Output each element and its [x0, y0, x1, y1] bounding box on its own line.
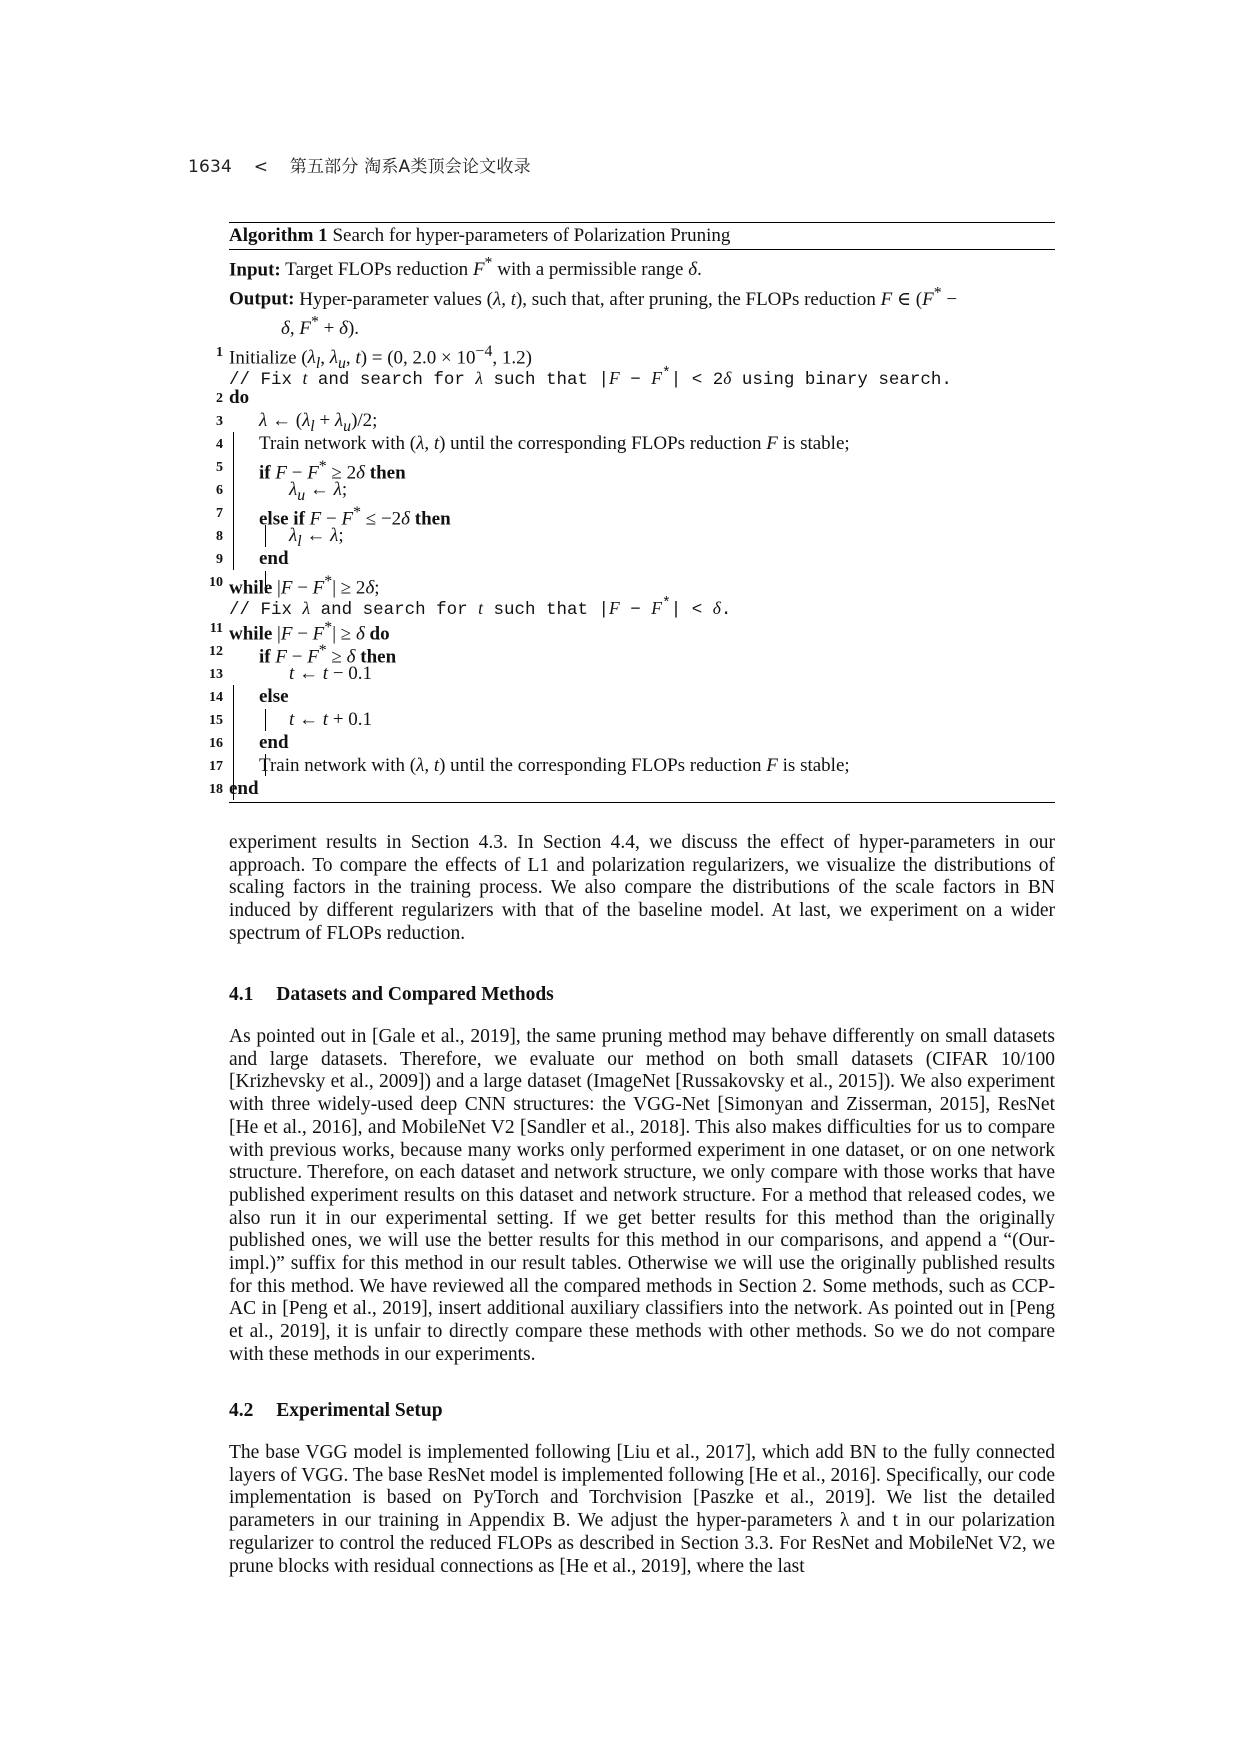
algorithm-label: Algorithm 1	[229, 225, 328, 246]
algo-line-16: 16 end	[209, 731, 289, 753]
paragraph-4-2: The base VGG model is implemented following [Liu et al., 2017], which add BN to the fully connected layers of VGG. The base ResNet model is implemented following [He et al., 2016]. Specifically, our code implementation is based on PyTorch and Torchvision [Paszke et al., 2019]. We list the detailed parameters in our training in Appendix B. We adjust the hyper-parameters λ and t in our polarization regularizer to control the reduced FLOPs as described in Section 3.3. For ResNet and MobileNet V2, we prune blocks with residual connections as [He et al., 2019], where the last	[229, 1442, 1056, 1577]
output-text: Hyper-parameter values (λ, t), such that, after pruning, the FLOPs reduction F ∈ (F* −	[299, 284, 958, 310]
running-header	[188, 152, 531, 177]
input-text: Target FLOPs reduction F* with a permissible range δ.	[285, 255, 702, 281]
section-number: 4.1	[229, 984, 254, 1005]
bottom-rule	[229, 802, 1055, 803]
algo-line-4: 4 Train network with (λ, t) until the corresponding FLOPs reduction F is stable;	[216, 432, 850, 454]
algorithm-box	[209, 222, 1055, 803]
chevron-left-icon: <	[253, 157, 269, 177]
caption-rule	[229, 249, 1055, 250]
output-label: Output:	[229, 288, 295, 310]
algorithm-body	[209, 340, 1055, 800]
page-number: 1634	[188, 157, 233, 177]
algo-line-13: 13 t ← t − 0.1	[209, 662, 373, 684]
algo-line-10: 10 while |F − F*| ≥ 2δ;	[209, 572, 380, 599]
intro-paragraph: experiment results in Section 4.3. In Section 4.4, we discuss the effect of hyper-parameters in our approach. To compare the effects of L1 and polarization regularizers, we visualize the distributions of scaling factors in the training process. We also compare the distributions of the scale factors in BN induced by different regularizers with that of the baseline model. At last, we experiment on a wider spectrum of FLOPs reduction.	[229, 832, 1055, 944]
algo-line-1: 1 Initialize ($\lambda_l$, $\lambda_u$, t) = (0, $2.0 \times 10^{-4}$, 1.2)	[216, 342, 532, 373]
algo-line-6: 6 $\lambda_u$ ← λ;	[216, 478, 348, 504]
paragraph-4-1: As pointed out in [Gale et al., 2019], the same pruning method may behave differently on small datasets and large datasets. Therefore, we evaluate our method on both small datasets (CIFAR 10/100 [Krizhevsky et al., 2009]) and a large dataset (ImageNet [Russakovsky et al., 2015]). We also experiment with three widely-used deep CNN structures: the VGG-Net [Simonyan and Zisserman, 2015], ResNet [He et al., 2016], and MobileNet V2 [Sandler et al., 2018]. This also makes difficulties for us to compare with previous works, because many works only performed experiment in one dataset, or on one network structure. Therefore, on each dataset and network structure, we only compare with those works that have published experiment results on this dataset and network structure. For a method that released codes, we also run it in our experimental setting. If we get better results for this method than the originally published ones, we will use the better results for this method in our comparisons, and append a “(Our-impl.)” suffix for this method in our result tables. Otherwise we will use the originally published results for this method. We have reviewed all the compared methods in Section 2. Some methods, such as CCP-AC in [Peng et al., 2019], insert additional auxiliary classifiers into the network. As pointed out in [Peng et al., 2019], it is unfair to directly compare these methods with other methods. So we do not compare with these methods in our experiments.	[229, 1026, 1055, 1365]
section-heading-4-1	[229, 984, 554, 1006]
algo-line-12: 12 if F − F* ≥ δ then	[209, 641, 397, 668]
algo-line-18: 18 end	[209, 777, 259, 799]
algo-comment-2: // Fix λ and search for t such that |F − F*| < δ.	[229, 595, 732, 620]
section-number: 4.2	[229, 1400, 254, 1421]
algo-line-9: 9 end	[216, 547, 289, 569]
algo-line-2: 2 do	[216, 386, 250, 408]
algorithm-caption: Search for hyper-parameters of Polarization Pruning	[332, 225, 731, 246]
section-title: Experimental Setup	[276, 1400, 443, 1421]
output-continuation: δ, F* + δ).	[281, 313, 360, 339]
algo-line-15: 15 t ← t + 0.1	[209, 708, 373, 730]
header-title: 第五部分 淘系A类顶会论文收录	[289, 157, 531, 177]
algorithm-title	[229, 223, 1055, 249]
algorithm-output	[229, 281, 1055, 310]
algo-line-7: 7 else if F − F* ≤ −2δ then	[216, 503, 451, 530]
algo-line-5: 5 if F − F* ≥ 2δ then	[216, 457, 406, 484]
input-label: Input:	[229, 259, 281, 281]
algo-line-14: 14 else	[209, 685, 289, 707]
algorithm-input	[229, 252, 1055, 281]
algo-line-3: 3 λ ← $(\lambda_l + \lambda_u)/2$;	[216, 409, 378, 435]
algo-line-17: 17 Train network with (λ, t) until the corresponding FLOPs reduction F is stable;	[209, 754, 850, 776]
algo-comment-1: // Fix t and search for λ such that |F − F*| < 2δ using binary search.	[229, 365, 952, 390]
algo-line-11: 11 while |F − F*| ≥ δ do	[209, 618, 390, 645]
section-heading-4-2	[229, 1400, 443, 1422]
algo-line-8: 8 $\lambda_l$ ← λ;	[216, 524, 344, 550]
section-title: Datasets and Compared Methods	[276, 984, 554, 1005]
